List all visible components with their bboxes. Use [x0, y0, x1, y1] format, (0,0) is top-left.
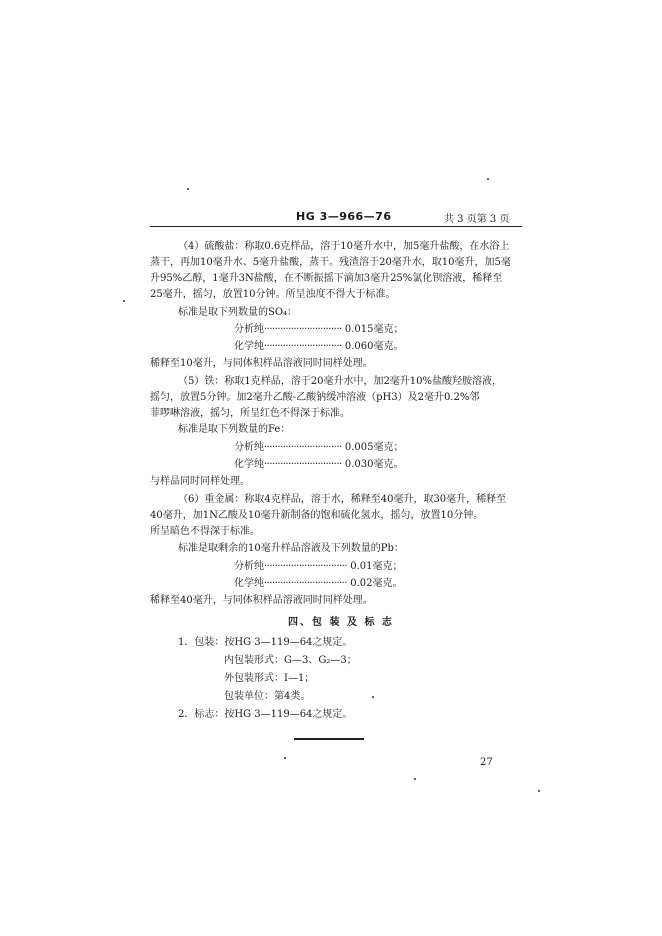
sulfate-line-3: 升95%乙醇，1毫升3N盐酸，在不断振摇下滴加3毫升25%氯化钡溶液，稀释至 — [150, 273, 503, 284]
leader-dots: ····························· — [264, 459, 342, 470]
leader-dots: ····························· — [264, 442, 342, 453]
limit-value: 0.015毫克； — [344, 324, 404, 335]
heavy-metal-line-1: （6）重金属：称取4克样品，溶于水，稀释至40毫升，取30毫升，稀释至 — [178, 494, 507, 505]
heavy-metal-line-2: 40毫升，加1N乙酸及10毫升新制备的饱和硫化氢水，摇匀，放置10分钟。 — [150, 510, 484, 521]
header-rule — [150, 226, 522, 227]
page-count: 共 3 页第 3 页 — [444, 214, 510, 225]
heavy-metal-line-3: 所呈暗色不得深于标准。 — [150, 526, 260, 537]
packaging-item: 1．包装：按HG 3—119—64之规定。 — [178, 637, 353, 648]
sulfate-closing: 稀释至10毫升，与同体积样品溶液同时同样处理。 — [150, 358, 373, 369]
iron-line-1: （5）铁：称取1克样品，溶于20毫升水中，加2毫升10%盐酸羟胺溶液， — [178, 376, 503, 387]
leader-dots: ······························· — [264, 578, 348, 589]
outer-packaging: 外包装形式：Ⅰ—1； — [224, 673, 315, 684]
scan-speck — [487, 178, 489, 180]
scan-speck — [414, 778, 416, 780]
scan-speck — [372, 696, 374, 698]
leader-dots: ····························· — [264, 341, 342, 352]
scan-speck — [284, 757, 286, 759]
sulfate-row-chemical — [234, 341, 404, 353]
sulfate-line-4: 25毫升，摇匀，放置10分钟。所呈浊度不得大于标准。 — [150, 289, 396, 300]
packaging-unit: 包装单位：第4类。 — [224, 691, 311, 702]
iron-standard-intro: 标准是取下列数量的Fe： — [178, 424, 291, 435]
grade-label: 化学纯 — [234, 459, 264, 470]
leader-dots: ····························· — [264, 324, 342, 335]
limit-value: 0.01毫克； — [350, 561, 403, 572]
heavy-metal-row-analytical — [234, 561, 403, 573]
standard-number: HG 3—966—76 — [296, 210, 392, 223]
heavy-metal-closing: 稀释至40毫升，与同体积样品溶液同时同样处理。 — [150, 595, 373, 606]
grade-label: 分析纯 — [234, 324, 264, 335]
sulfate-line-2: 蒸干，再加10毫升水、5毫升盐酸，蒸干。残渣溶于20毫升水，取10毫升，加5毫 — [150, 257, 511, 268]
scan-speck — [123, 300, 125, 302]
sulfate-standard-intro: 标准是取下列数量的SO₄： — [178, 307, 298, 318]
grade-label: 分析纯 — [234, 561, 264, 572]
leader-dots: ······························· — [264, 561, 348, 572]
sulfate-row-analytical — [234, 324, 404, 336]
scan-speck — [538, 790, 540, 792]
iron-row-chemical — [234, 459, 404, 471]
sulfate-line-1: （4）硫酸盐：称取0.6克样品，溶于10毫升水中，加5毫升盐酸，在水浴上 — [178, 241, 510, 252]
inner-packaging: 内包装形式：G—3、G₂—3； — [224, 655, 357, 666]
marking-item: 2．标志：按HG 3—119—64之规定。 — [178, 709, 353, 720]
section-title: 四、包 装 及 标 志 — [288, 617, 394, 628]
scan-speck — [187, 188, 189, 190]
footer-rule — [294, 738, 364, 740]
limit-value: 0.030毫克。 — [344, 459, 404, 470]
iron-line-2: 摇匀，放置5分钟。加2毫升乙酸-乙酸钠缓冲溶液（pH3）及2毫升0.2%邻 — [150, 392, 480, 403]
iron-line-3: 菲啰啉溶液，摇匀，所呈红色不得深于标准。 — [150, 408, 350, 419]
grade-label: 分析纯 — [234, 442, 264, 453]
grade-label: 化学纯 — [234, 578, 264, 589]
heavy-metal-row-chemical — [234, 578, 403, 590]
iron-row-analytical — [234, 442, 404, 454]
page-number: 27 — [480, 757, 493, 768]
limit-value: 0.005毫克； — [344, 442, 404, 453]
heavy-metal-standard-intro: 标准是取剩余的10毫升样品溶液及下列数量的Pb： — [178, 543, 404, 554]
grade-label: 化学纯 — [234, 341, 264, 352]
limit-value: 0.02毫克。 — [350, 578, 403, 589]
limit-value: 0.060毫克。 — [344, 341, 404, 352]
iron-closing: 与样品同时同样处理。 — [150, 476, 250, 487]
